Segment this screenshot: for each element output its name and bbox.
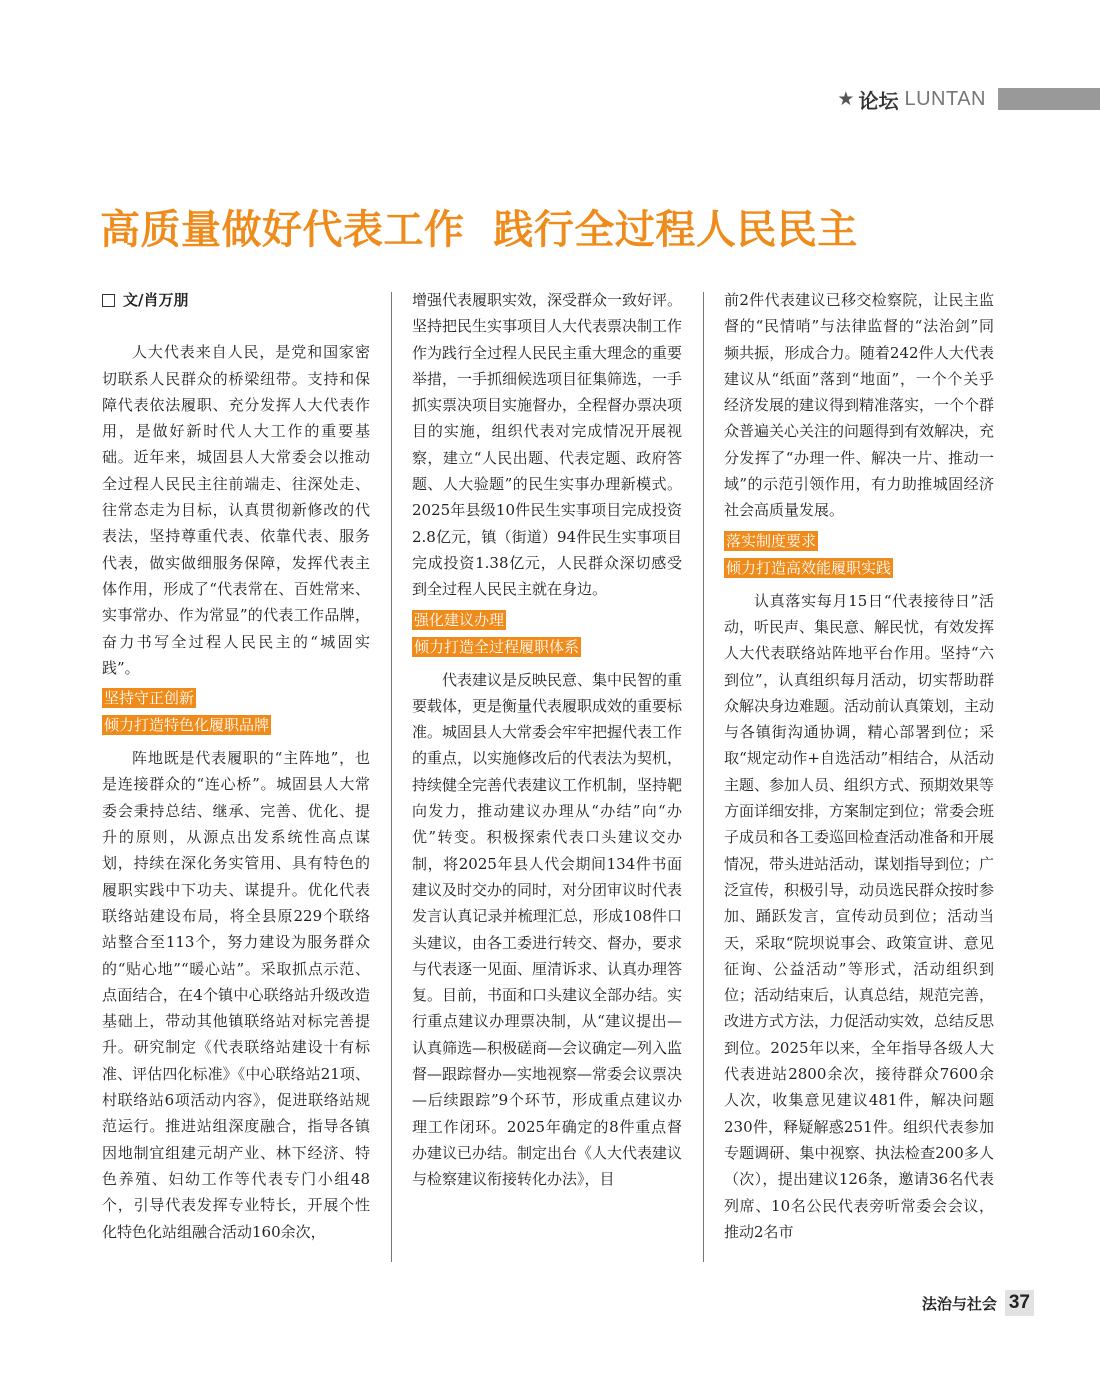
section-header bbox=[837, 86, 1100, 112]
paragraph: 代表建议是反映民意、集中民智的重要载体，更是衡量代表履职成效的重要标准。城固县人大常委会牢牢把握代表工作的重点，以实施修改后的代表法为契机，持续健全完善代表建议工作机制，坚持靶向发力，推动建议办理从“办结”向“办优”转变。积极探索代表口头建议交办制，将2025年县人代会期间134件书面建议及时交办的同时，对分团审议时代表发言认真记录并梳理汇总，形成108件口头建议，由各工委进行转交、督办，要求与代表逐一见面、厘清诉求、认真办理答复。目前，书面和口头建议全部办结。实行重点建议办理票决制，从“建议提出—认真筛选—积极磋商—会议确定—列入监督—跟踪督办—实地视察—常委会议票决—后续跟踪”9个环节，形成重点建议办理工作闭环。2025年确定的8件重点督办建议已办结。制定出台《人大代表建议与检察建议衔接转化办法》，目 bbox=[412, 670, 683, 1189]
paragraph: 增强代表履职实效，深受群众一致好评。坚持把民生实事项目人大代表票决制工作作为践行全过程人民民主重大理念的重要举措，一手抓细候选项目征集筛选，一手抓实票决项目实施督办，全程督办票决项目的实施，组织代表对完成情况开展视察，建立“人民出题、代表定题、政府答题、人大验题”的民生实事办理新模式。2025年县级10件民生实事项目完成投资2.8亿元，镇（街道）94件民生实事项目完成投资1.38亿元，人民群众深切感受到全过程人民民主就在身边。 bbox=[412, 291, 683, 599]
subheading bbox=[724, 528, 994, 582]
subheading-line-1: 强化建议办理 bbox=[414, 610, 505, 629]
column-1 bbox=[102, 287, 370, 1245]
author: 文/肖万朋 bbox=[123, 291, 189, 309]
magazine-name: 法治与社会 bbox=[921, 1294, 997, 1313]
paragraph: 认真落实每月15日“代表接待日”活动，听民声、集民意、解民忧，有效发挥人大代表联络站阵地平台作用。坚持“六到位”，认真组织每月活动，切实帮助群众解决身边难题。活动前认真策划，主动与各镇街沟通协调，精心部署到位；采取“规定动作+自选活动”相结合，从活动主题、参加人员、组织方式、预期效果等方面详细安排，方案制定到位；常委会班子成员和各工委巡回检查活动准备和开展情况，带头进站活动，谋划指导到位；广泛宣传，积极引导，动员选民群众按时参加、踊跃发言，宣传动员到位；活动当天，采取“院坝说事会、政策宣讲、意见征询、公益活动”等形式，活动组织到位；活动结束后，认真总结，规范完善，改进方式方法，力促活动实效，总结反思到位。2025年以来，全年指导各级人大代表进站2800余次，接待群众7600余人次，收集意见建议481件，解决问题230件，释疑解惑251件。组织代表参加专题调研、集中视察、执法检查200多人（次），提出建议126条，邀请36名代表列席、10名公民代表旁听常委会会议，推动2名市 bbox=[724, 591, 995, 1241]
column-divider bbox=[391, 292, 392, 1262]
subheading bbox=[412, 607, 682, 661]
paragraph: 人大代表来自人民，是党和国家密切联系人民群众的桥梁纽带。支持和保障代表依法履职、充分发挥人大代表作用，是做好新时代人大工作的重要基础。近年来，城固县人大常委会以推动全过程人民民主往前端走、往深处走、往常态走为目标，认真贯彻新修改的代表法，坚持尊重代表、依靠代表、服务代表，做实做细服务保障，发挥代表主体作用，形成了“代表常在、百姓常来、实事常办、作为常显”的代表工作品牌，奋力书写全过程人民民主的“城固实践”。 bbox=[102, 343, 370, 677]
column-3 bbox=[724, 287, 994, 1245]
section-name: 论坛 bbox=[858, 88, 899, 113]
star-icon: ★ bbox=[837, 88, 855, 110]
column-2 bbox=[412, 287, 682, 1193]
article-title: 高质量做好代表工作 践行全过程人民民主 bbox=[100, 207, 858, 253]
square-icon bbox=[102, 294, 115, 307]
section-name-en: LUNTAN bbox=[904, 87, 986, 110]
paragraph: 前2件代表建议已移交检察院，让民主监督的“民情哨”与法律监督的“法治剑”同频共振，形成合力。随着242件人大代表建议从“纸面”落到“地面”，一个个关乎经济发展的建议得到精准落实，一个个群众普遍关心关注的问题得到有效解决，充分发挥了“办理一件、解决一片、推动一域”的示范引领作用，有力助推城固经济社会高质量发展。 bbox=[724, 291, 995, 520]
subheading bbox=[102, 685, 370, 739]
subheading-line-1: 坚持守正创新 bbox=[104, 689, 195, 708]
paragraph: 阵地既是代表履职的“主阵地”，也是连接群众的“连心桥”。城固县人大常委会秉持总结、继承、完善、优化、提升的原则，从源点出发系统性高点谋划，持续在深化务实管用、具有特色的履职实践中下功夫、谋提升。优化代表联络站建设布局，将全县原229个联络站整合至113个，努力建设为服务群众的“贴心地”“暖心站”。采取抓点示范、点面结合，在4个镇中心联络站升级改造基础上，带动其他镇联络站对标完善提升。研究制定《代表联络站建设十有标准、评估四化标准》《中心联络站21项、村联络站6项活动内容》，促进联络站规范运行。推进站组深度融合，指导各镇因地制宜组建元胡产业、林下经济、特色养殖、妇幼工作等代表专门小组48个，引导代表发挥专业特长，开展个性化特色化站组融合活动160余次， bbox=[102, 749, 370, 1241]
subheading-line-1: 落实制度要求 bbox=[726, 531, 817, 550]
page-footer bbox=[922, 1290, 1034, 1316]
subheading-line-2: 倾力打造高效能履职实践 bbox=[726, 558, 892, 577]
byline bbox=[102, 287, 370, 313]
page-number: 37 bbox=[1005, 1290, 1034, 1316]
subheading-line-2: 倾力打造全过程履职体系 bbox=[414, 637, 580, 656]
column-divider bbox=[703, 292, 704, 1262]
subheading-line-2: 倾力打造特色化履职品牌 bbox=[104, 716, 270, 735]
header-bar bbox=[998, 88, 1100, 110]
